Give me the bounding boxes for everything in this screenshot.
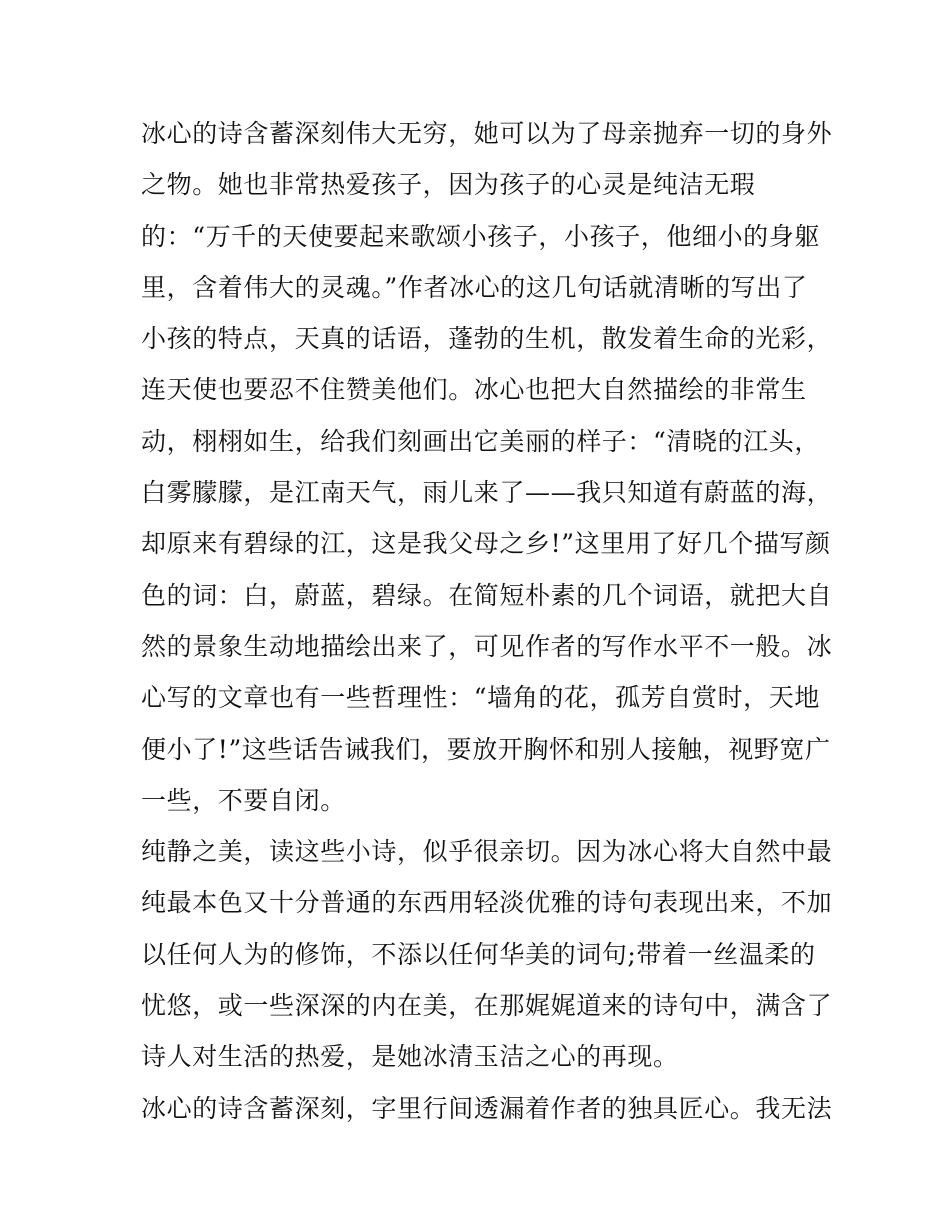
text-line: 纯最本色又十分普通的东西用轻淡优雅的诗句表现出来，不加 [141, 888, 833, 918]
text-line: 却原来有碧绿的江，这是我父母之乡!”这里用了好几个描写颜 [141, 529, 831, 559]
essay-body [141, 108, 833, 1134]
text-line: 忧悠，或一些深深的内在美，在那娓娓道来的诗句中，满含了 [141, 991, 833, 1021]
text-line: 冰心的诗含蓄深刻伟大无穷，她可以为了母亲抛弃一切的身外 [141, 119, 833, 148]
text-line: 连天使也要忍不住赞美他们。冰心也把大自然描绘的非常生 [141, 375, 807, 405]
text-line: 小孩的特点，天真的话语，蓬勃的生机，散发着生命的光彩， [141, 324, 833, 354]
text-line: 里，含着伟大的灵魂。”作者冰心的这几句话就清晰的写出了 [141, 272, 808, 302]
text-line: 冰心的诗含蓄深刻，字里行间透漏着作者的独具匠心。我无法 [141, 1093, 833, 1123]
text-line: 便小了!”这些话告诫我们，要放开胸怀和别人接触，视野宽广 [141, 734, 831, 764]
text-line: 色的词：白，蔚蓝，碧绿。在简短朴素的几个词语，就把大自 [141, 580, 833, 610]
text-line: 之物。她也非常热爱孩子，因为孩子的心灵是纯洁无瑕 [141, 170, 756, 200]
text-line: 纯静之美，读这些小诗，似乎很亲切。因为冰心将大自然中最 [141, 837, 833, 867]
text-line: 以任何人为的修饰，不添以任何华美的词句;带着一丝温柔的 [141, 939, 816, 969]
text-line: 动，栩栩如生，给我们刻画出它美丽的样子：“清晓的江头， [141, 426, 820, 456]
text-line: 的：“万千的天使要起来歌颂小孩子，小孩子，他细小的身躯 [141, 221, 820, 251]
text-line: 诗人对生活的热爱，是她冰清玉洁之心的再现。 [141, 1042, 679, 1072]
text-line: 心写的文章也有一些哲理性：“墙角的花，孤芳自赏时，天地 [141, 683, 820, 713]
text-line: 白雾朦朦，是江南天气，雨儿来了——我只知道有蔚蓝的海， [141, 478, 833, 508]
text-line: 一些，不要自闭。 [141, 785, 346, 815]
text-line: 然的景象生动地描绘出来了，可见作者的写作水平不一般。冰 [141, 631, 833, 661]
